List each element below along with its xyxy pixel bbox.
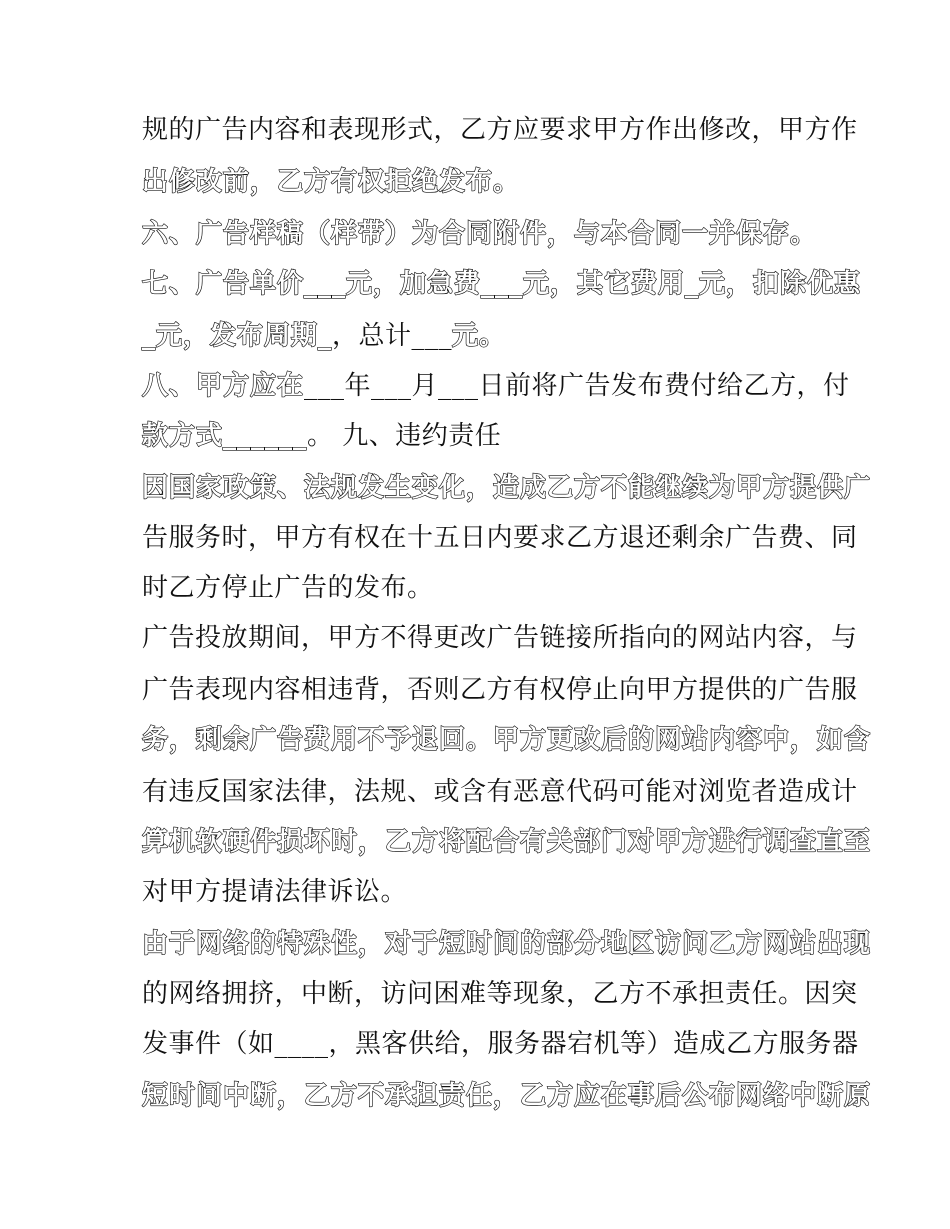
text-segment: 八、甲方应在 [142,371,305,401]
text-segment: 规的广告内容和表现形式，乙方应要求甲方作出修改，甲方作 [142,115,858,145]
text-line [142,720,871,760]
text-line [142,264,861,304]
text-line [142,822,871,862]
text-segment: 对甲方提请法律诉讼。 [142,877,408,907]
text-segment: 务，剩余广告费用不予退回。甲方更改后的网站内容中，如含 [142,725,872,755]
text-segment: 告服务时，甲方有权在十五日内要求乙方退还剩余广告费、同 [142,523,858,553]
text-line [142,924,871,964]
text-line [142,872,407,912]
text-line [142,416,501,456]
text-line [142,468,871,508]
text-segment: 有违反国家法律，法规、或含有恶意代码可能对浏览者造成计 [142,777,858,807]
text-segment: 发事件（如____，黑客供给，服务器宕机等）造成乙方服务器 [142,1029,859,1059]
text-segment: ___年___月___日前将广告发布费付给乙方，付 [304,371,850,401]
text-segment: _元，发布周期_ [142,321,333,351]
text-line [142,974,858,1014]
text-line [142,1024,859,1064]
text-segment: 时乙方停止广告的发布。 [142,573,434,603]
text-segment: 六、广告样稿（样带）为合同附件，与本合同一并保存。 [142,219,818,249]
text-line [142,670,858,710]
text-segment: 的网络拥挤，中断，访问困难等现象，乙方不承担责任。因突 [142,979,858,1009]
text-segment: 。 九、违约责任 [307,421,502,451]
text-segment: 算机软硬件损坏时，乙方将配合有关部门对甲方进行调查直至 [142,827,872,857]
text-segment: 广告表现内容相违背，否则乙方有权停止向甲方提供的广告服 [142,675,858,705]
text-segment: 款方式______ [142,421,308,451]
text-segment: ，总计___ [332,321,453,351]
text-line [142,316,506,356]
text-segment: 七、广告单价___元，加急费___元，其它费用_元，扣除优惠 [142,269,862,299]
text-line [142,366,850,406]
text-segment: 广告投放期间，甲方不得更改广告链接所指向的网站内容，与 [142,623,858,653]
text-segment: 由于网络的特殊性，对于短时间的部分地区访问乙方网站出现 [142,929,872,959]
text-line [142,162,520,202]
text-segment: 元。 [452,321,507,351]
text-line [142,618,858,658]
text-segment: 短时间中断，乙方不承担责任，乙方应在事后公布网络中断原 [142,1081,872,1111]
text-line [142,214,817,254]
text-line [142,772,858,812]
text-line [142,518,858,558]
text-line [142,568,434,608]
text-segment: 因国家政策、法规发生变化，造成乙方不能继续为甲方提供广 [142,473,872,503]
text-line [142,1076,871,1116]
text-segment: 出修改前，乙方有权拒绝发布。 [142,167,521,197]
text-line [142,110,858,150]
